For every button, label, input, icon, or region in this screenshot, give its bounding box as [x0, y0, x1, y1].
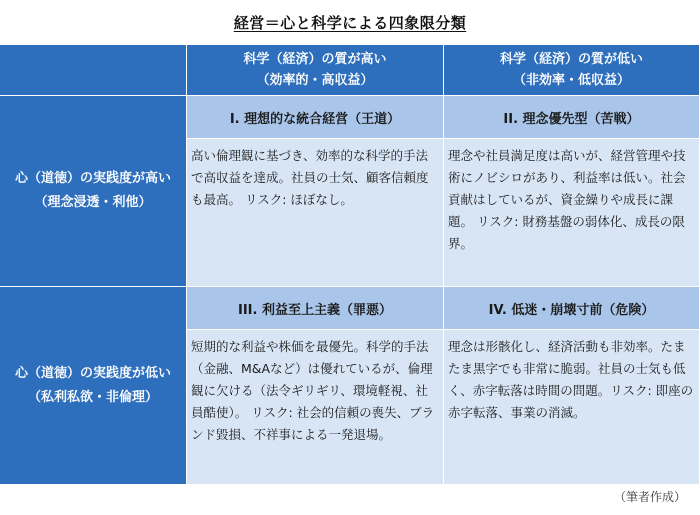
column-header-line2: （非効率・低収益）	[512, 73, 630, 88]
quadrant-1	[187, 96, 444, 287]
page-title	[0, 0, 700, 44]
quadrant-table	[0, 44, 700, 485]
quadrant-body: 理念や社員満足度は高いが、経営管理や技術にノビシロがあり、利益率は低い。社会貢献はしているが、資金繰りや成長に課題。 リスク: 財務基盤の弱体化、成長の限界。	[444, 139, 699, 286]
quadrant-4	[444, 287, 700, 485]
column-header-low-science	[444, 45, 700, 96]
quadrant-body: 理念は形骸化し、経済活動も非効率。たまたま黒字でも非常に脆弱。社員の士気も低く、赤字転落は時間の問題。リスク: 即座の赤字転落、事業の消滅。	[444, 330, 699, 484]
row-header-low-ethics	[0, 287, 187, 485]
quadrant-2	[444, 96, 700, 287]
source-credit: （筆者作成）	[613, 490, 686, 504]
row-header-high-ethics	[0, 96, 187, 287]
corner-cell	[0, 45, 187, 96]
quadrant-3	[187, 287, 444, 485]
quadrant-title: III. 利益至上主義（罪悪）	[187, 287, 443, 330]
title-text: 経営＝心と科学による四象限分類	[233, 13, 467, 32]
quadrant-body: 短期的な利益や株価を最優先。科学的手法（金融、M&Aなど）は優れているが、倫理観に欠ける（法令ギリギリ、環境軽視、社員酷使）。 リスク: 社会的信頼の喪失、ブランド毀損、不祥事による一発退場。	[187, 330, 443, 484]
quadrant-body: 高い倫理観に基づき、効率的な科学的手法で高収益を達成。社員の士気、顧客信頼度も最高。 リスク: ほぼなし。	[187, 139, 443, 286]
row-header-line2: （理念浸透・利他）	[34, 195, 152, 210]
quadrant-title: I. 理想的な統合経営（王道）	[187, 96, 443, 139]
row-header-line2: （私利私欲・非倫理）	[27, 389, 158, 405]
row-header-line1: 心（道徳）の実践度が低い	[14, 365, 171, 381]
row-header-line1: 心（道徳）の実践度が高い	[14, 171, 171, 186]
column-header-high-science	[187, 45, 444, 96]
quadrant-title: II. 理念優先型（苦戦）	[444, 96, 699, 139]
column-header-line1: 科学（経済）の質が高い	[243, 52, 387, 67]
quadrant-title: IV. 低迷・崩壊寸前（危険）	[444, 287, 699, 330]
column-header-line2: （効率的・高収益）	[256, 73, 374, 88]
column-header-line1: 科学（経済）の質が低い	[499, 52, 643, 67]
